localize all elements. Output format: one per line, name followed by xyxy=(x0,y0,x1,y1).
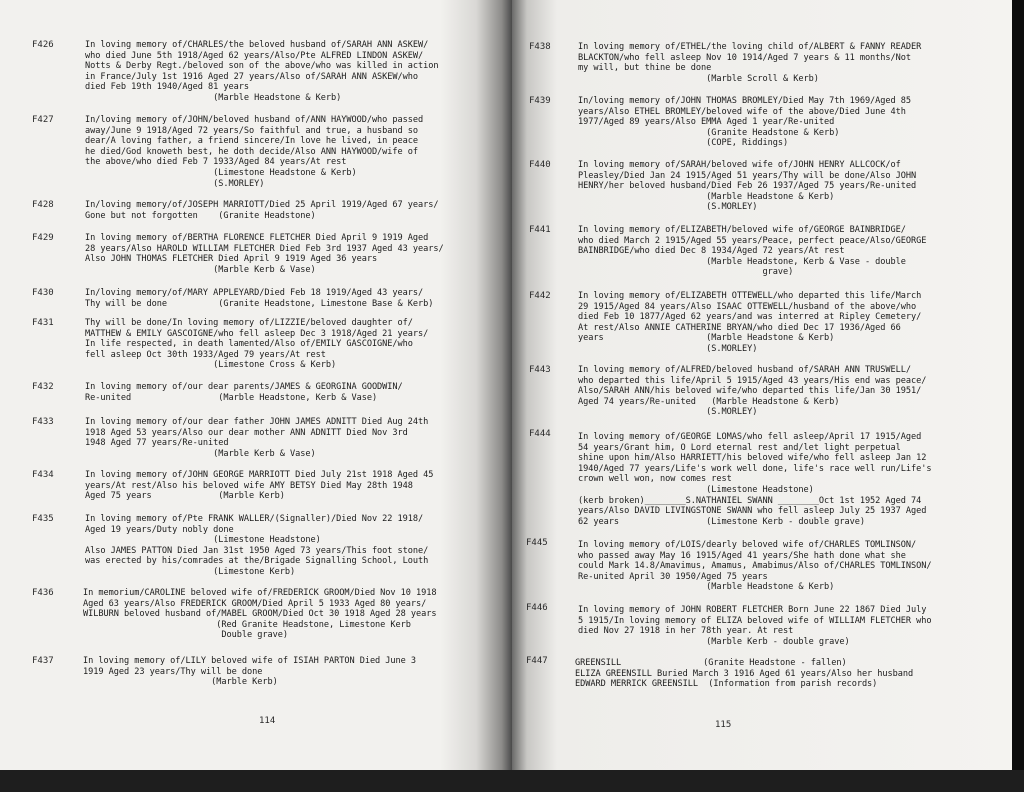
left-page xyxy=(0,0,512,770)
entry-text: In loving memory of/Pte FRANK WALLER/(Signaller)/Died Nov 22 1918/ Aged 19 years/Duty nobly done (Limestone Headstone) Also JAMES PATTON Died Jan 31st 1950 Aged 73 years/This foot stone/ was erected by his/comrades at the/Brigade Signalling School, Louth (Limestone Kerb) xyxy=(85,514,429,577)
entry-text: In loving memory of/ALFRED/beloved husband of/SARAH ANN TRUSWELL/ who departed this life/April 5 1915/Aged 43 years/His end was peace/ Also/SARAH ANN/his beloved wife/who departed this life/Jan 30 1951/ Aged 74 years/Re-united (Marble Headstone & Kerb) (S.MORLEY) xyxy=(578,365,927,418)
page-number: 114 xyxy=(259,716,276,726)
entry-ref: F428 xyxy=(32,200,54,210)
entry-text: In loving memory of/ELIZABETH/beloved wife of/GEORGE BAINBRIDGE/ who died March 2 1915/Aged 55 years/Peace, perfect peace/Also/GEORGE BAINBRIDGE/who died Dec 8 1934/Aged 72 years/At rest (Marble Headstone, Kerb & Vase - double grave) xyxy=(578,225,927,278)
entry-text: In/loving memory/of/JOSEPH MARRIOTT/Died 25 April 1919/Aged 67 years/ Gone but not forgotten (Granite Headstone) xyxy=(85,200,439,221)
entry-text: In loving memory of/LOIS/dearly beloved wife of/CHARLES TOMLINSON/ who passed away May 16 1915/Aged 41 years/She hath done what she could Mark 14.8/Amavimus, Amamus, Amabimus/Also of/CHARLES TOMLINSON/ Re-united April 30 1950/Aged 75 years (Marble Headstone & Kerb) xyxy=(578,540,932,593)
entry-ref: F430 xyxy=(32,288,54,298)
entry-text: In loving memory of/our dear parents/JAMES & GEORGINA GOODWIN/ Re-united (Marble Headstone, Kerb & Vase) xyxy=(85,382,403,403)
entry-ref: F432 xyxy=(32,382,54,392)
entry-ref: F444 xyxy=(529,429,551,439)
entry-ref: F435 xyxy=(32,514,54,524)
entry-ref: F441 xyxy=(529,225,551,235)
entry-ref: F434 xyxy=(32,470,54,480)
entry-ref: F443 xyxy=(529,365,551,375)
entry-text: In loving memory of/ELIZABETH OTTEWELL/who departed this life/March 29 1915/Aged 84 years/Also ISAAC OTTEWELL/husband of the above/who died Feb 10 1877/Aged 62 years/and was interred at Ripley Cemetery/ At rest/Also ANNIE CATHERINE BRYAN/who died Dec 17 1936/Aged 66 years (Marble Headstone & Kerb) (S.MORLEY) xyxy=(578,291,922,354)
entry-ref: F439 xyxy=(529,96,551,106)
entry-ref: F431 xyxy=(32,318,54,328)
book-edge-shadow xyxy=(1012,0,1024,792)
right-page xyxy=(512,0,1012,770)
entry-ref: F447 xyxy=(526,656,548,666)
entry-text: In/loving memory/of/MARY APPLEYARD/Died Feb 18 1919/Aged 43 years/ Thy will be done (Granite Headstone, Limestone Base & Kerb) xyxy=(85,288,434,309)
entry-ref: F442 xyxy=(529,291,551,301)
entry-text: In loving memory of JOHN ROBERT FLETCHER Born June 22 1867 Died July 5 1915/In loving memory of ELIZA beloved wife of WILLIAM FLETCHER who died Nov 27 1918 in her 78th year. At rest (Marble Kerb - double grave) xyxy=(578,605,932,647)
entry-ref: F437 xyxy=(32,656,54,666)
entry-ref: F446 xyxy=(526,603,548,613)
entry-text: In loving memory of/our dear father JOHN JAMES ADNITT Died Aug 24th 1918 Aged 53 years/Also our dear mother ANN ADNITT Died Nov 3rd 1948 Aged 77 years/Re-united (Marble Kerb & Vase) xyxy=(85,417,429,459)
entry-ref: F436 xyxy=(32,588,54,598)
entry-text: In memorium/CAROLINE beloved wife of/FREDERICK GROOM/Died Nov 10 1918 Aged 63 years/Also FREDERICK GROOM/Died April 5 1933 Aged 80 years/ WILBURN beloved husband of/MABEL GROOM/Died Oct 30 1918 Aged 28 years (Red Granite Headstone, Limestone Kerb Double grave) xyxy=(83,588,437,641)
entry-text: In loving memory of/JOHN GEORGE MARRIOTT Died July 21st 1918 Aged 45 years/At rest/Also his beloved wife AMY BETSY Died May 28th 1948 Aged 75 years (Marble Kerb) xyxy=(85,470,434,502)
entry-text: In/loving memory of/JOHN/beloved husband of/ANN HAYWOOD/who passed away/June 9 1918/Aged 72 years/So faithful and true, a husband so dear/A loving father, a friend sincere/In love he lived, in peace he died/God knoweth best, he doth decide/Also ANN HAYWOOD/wife of the above/who died Feb 7 1933/Aged 84 years/At rest (Limestone Headstone & Kerb) (S.MORLEY) xyxy=(85,115,424,189)
entry-ref: F445 xyxy=(526,538,548,548)
background-band xyxy=(0,770,1024,792)
entry-text: In/loving memory of/JOHN THOMAS BROMLEY/Died May 7th 1969/Aged 85 years/Also ETHEL BROMLEY/beloved wife of the above/Died June 4th 1977/Aged 89 years/Also EMMA Aged 1 year/Re-united (Granite Headstone & Kerb) (COPE, Riddings) xyxy=(578,96,912,149)
entry-text: In loving memory of/BERTHA FLORENCE FLETCHER Died April 9 1919 Aged 28 years/Also HAROLD WILLIAM FLETCHER Died Feb 3rd 1937 Aged 43 years/ Also JOHN THOMAS FLETCHER Died April 9 1919 Aged 36 years (Marble Kerb & Vase) xyxy=(85,233,444,275)
page-number: 115 xyxy=(715,720,732,730)
entry-text: GREENSILL (Granite Headstone - fallen) ELIZA GREENSILL Buried March 3 1916 Aged 61 years/Also her husband EDWARD MERRICK GREENSILL (Information from parish records) xyxy=(575,658,914,690)
entry-ref: F440 xyxy=(529,160,551,170)
entry-ref: F426 xyxy=(32,40,54,50)
entry-text: In loving memory of/CHARLES/the beloved husband of/SARAH ANN ASKEW/ who died June 5th 1918/Aged 62 years/Also/Pte ALFRED LINDON ASKEW/ Notts & Derby Regt./beloved son of the above/who was killed in action in France/July 1st 1916 Aged 27 years/Also of/SARAH ANN ASKEW/who died Feb 19th 1940/Aged 81 years (Marble Headstone & Kerb) xyxy=(85,40,439,103)
entry-ref: F429 xyxy=(32,233,54,243)
entry-text: In loving memory of/LILY beloved wife of ISIAH PARTON Died June 3 1919 Aged 23 years/Thy will be done (Marble Kerb) xyxy=(83,656,417,688)
entry-ref: F427 xyxy=(32,115,54,125)
entry-text: Thy will be done/In loving memory of/LIZZIE/beloved daughter of/ MATTHEW & EMILY GASCOIGNE/who fell asleep Dec 3 1918/Aged 21 years/ In life respected, in death lamented/Also of/EMILY GASCOIGNE/who fell asleep Oct 30th 1933/Aged 79 years/At rest (Limestone Cross & Kerb) xyxy=(85,318,429,371)
entry-ref: F438 xyxy=(529,42,551,52)
entry-ref: F433 xyxy=(32,417,54,427)
entry-text: In loving memory of/ETHEL/the loving child of/ALBERT & FANNY READER BLACKTON/who fell asleep Nov 10 1914/Aged 7 years & 11 months/Not my will, but thine be done (Marble Scroll & Kerb) xyxy=(578,42,922,84)
entry-text: In loving memory of/SARAH/beloved wife of/JOHN HENRY ALLCOCK/of Pleasley/Died Jan 24 1915/Aged 51 years/Thy will be done/Also JOHN HENRY/her beloved husband/Died Feb 26 1937/Aged 75 years/Re-united (Marble Headstone & Kerb) (S.MORLEY) xyxy=(578,160,917,213)
entry-text: In loving memory of/GEORGE LOMAS/who fell asleep/April 17 1915/Aged 54 years/Grant him, O Lord eternal rest and/let light perpetual shine upon him/Also HARRIETT/his beloved wife/who fell asleep Jan 12 1940/Aged 77 years/Life's work well done, life's race well run/Life's crown well won, now comes rest (Limestone Headstone) (kerb broken)________S.NATHANIEL SWANN ________Oct 1st 1952 Aged 74 years/Also DAVID LIVINGSTONE SWANN who fell asleep July 25 1937 Aged 62 years (Limestone Kerb - double grave) xyxy=(578,432,932,527)
